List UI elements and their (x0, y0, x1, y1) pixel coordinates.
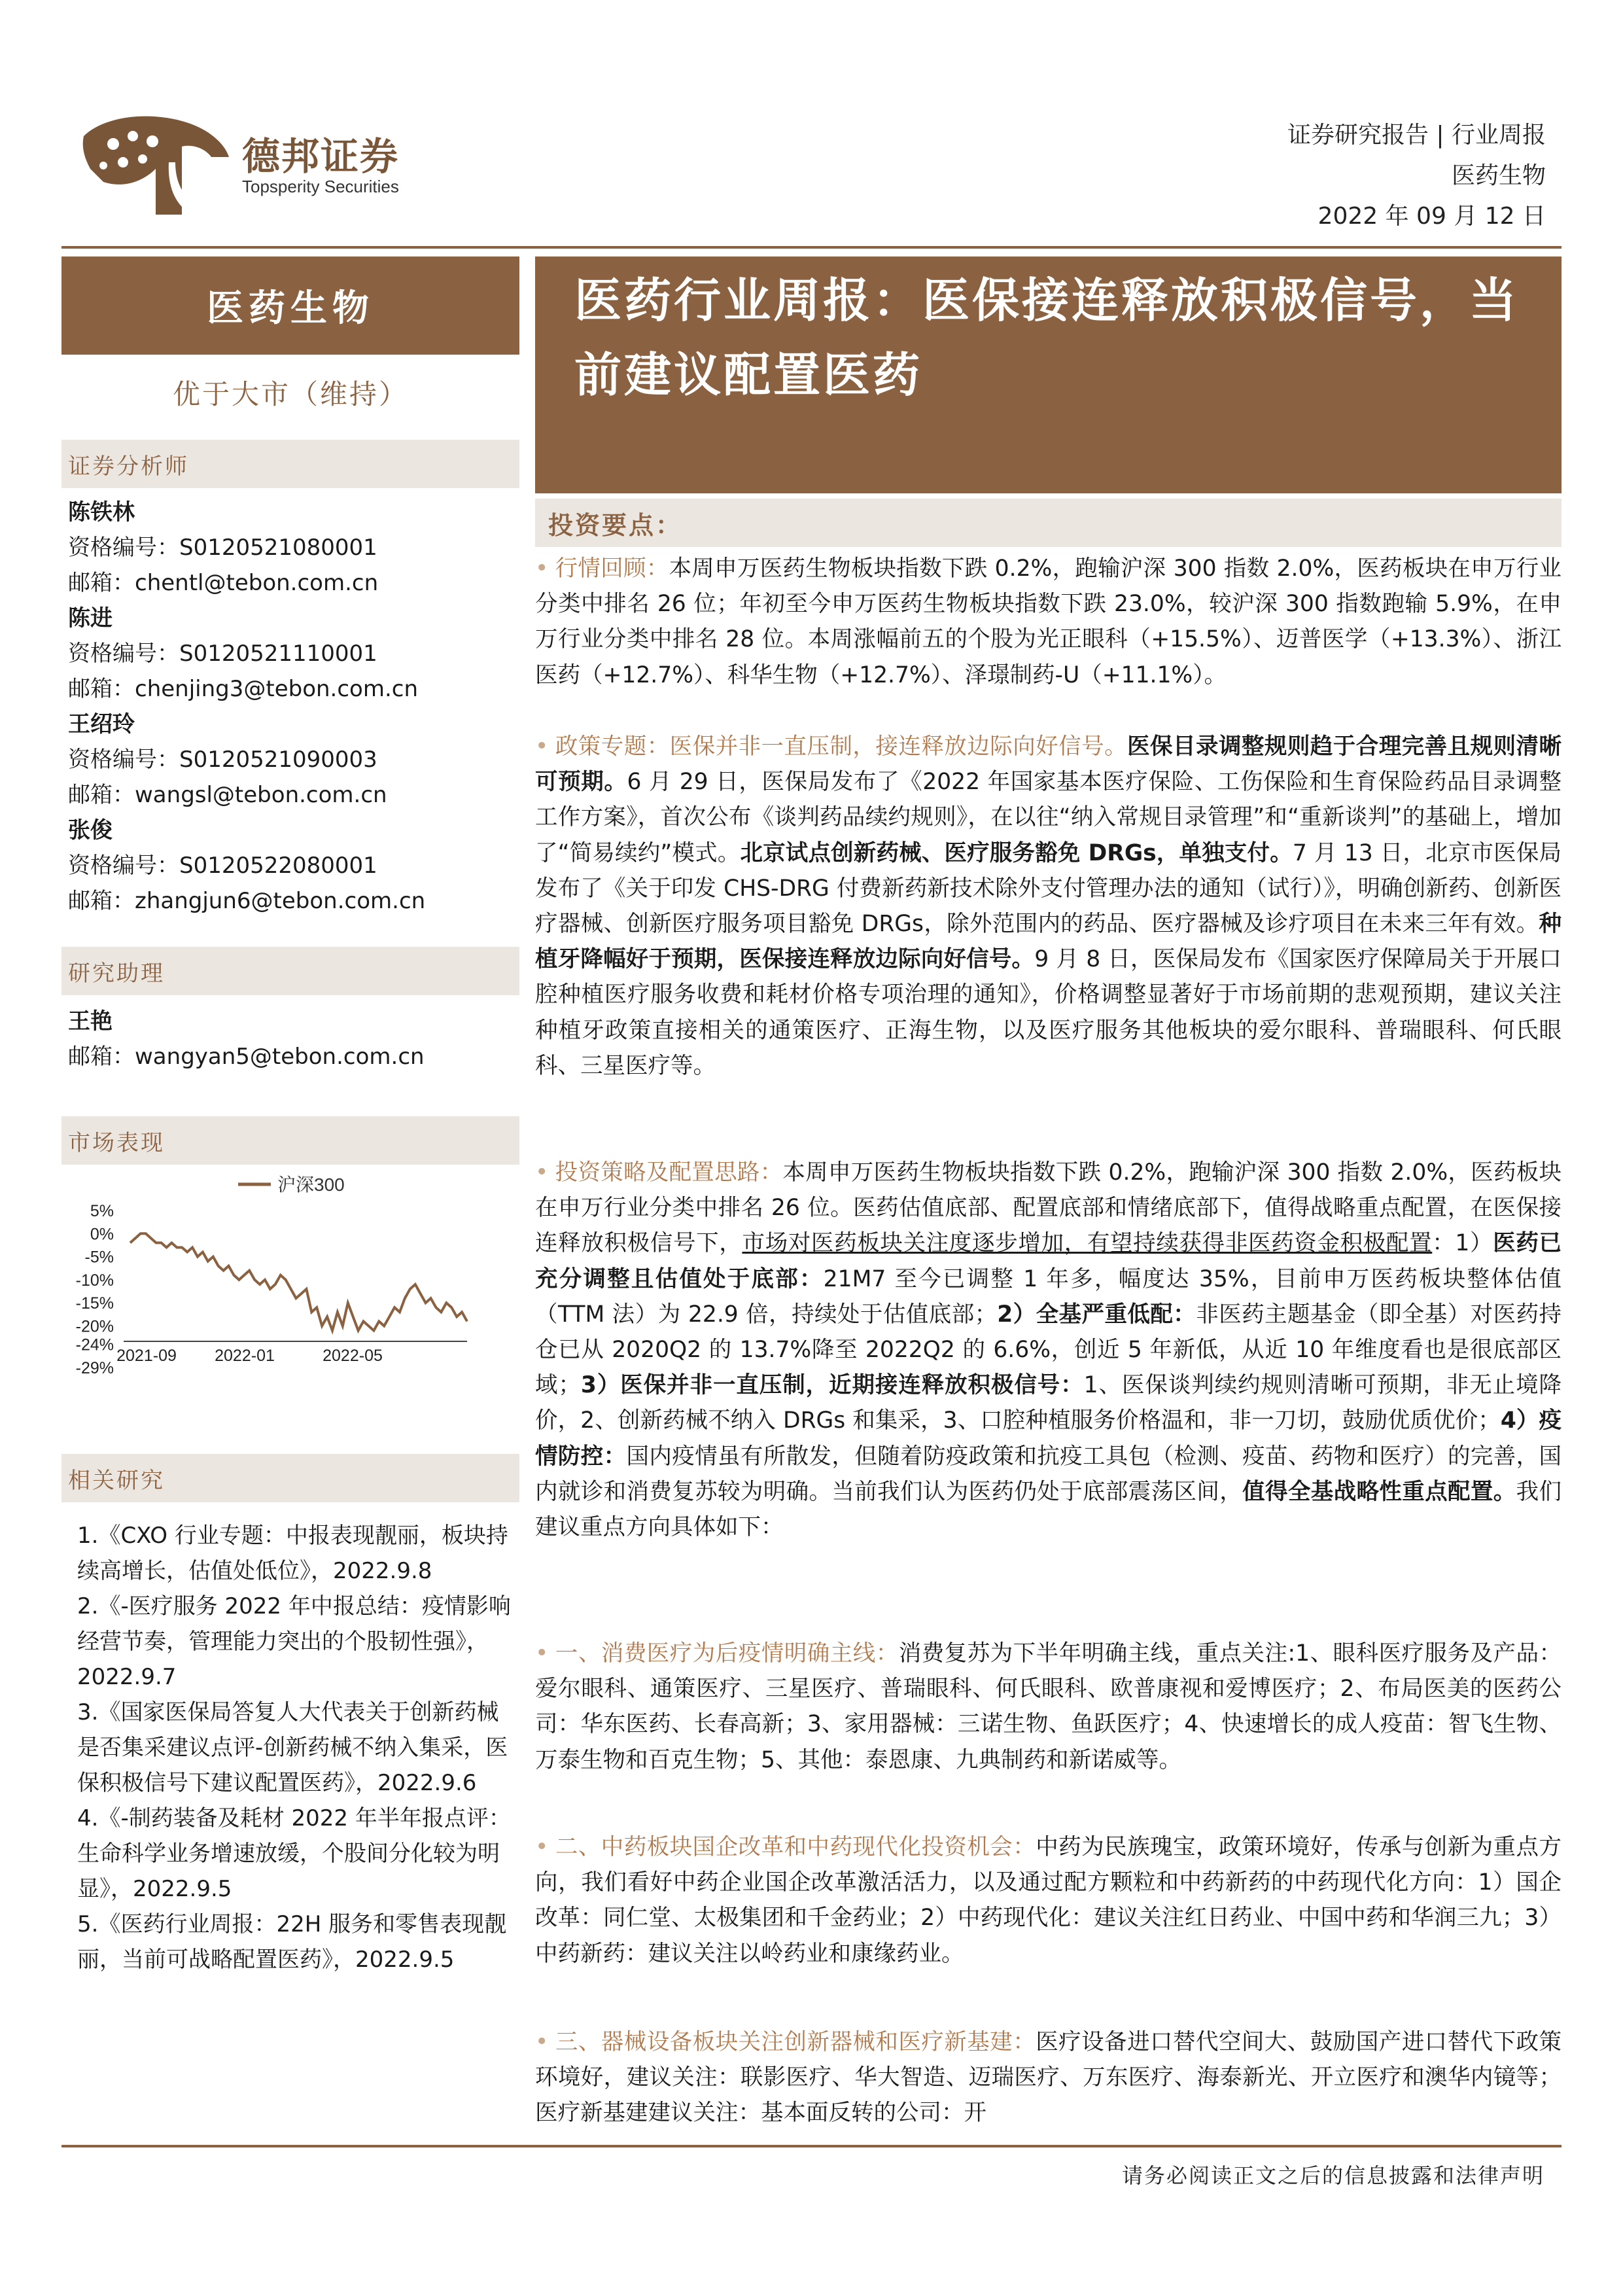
analyst-name: 张俊 (68, 817, 113, 843)
analyst-cert: 资格编号：S0120521080001 (68, 535, 377, 561)
analyst-email[interactable]: 邮箱：zhangjun6@tebon.com.cn (68, 888, 426, 914)
bullet-icon: • (535, 556, 549, 582)
related-list (77, 1518, 519, 1977)
related-item[interactable]: 3.《国家医保局答复人大代表关于创新药械是否集采建议点评-创新药械不纳入集采，医保积极信号下建议配置医药》，2022.9.6 (77, 1699, 508, 1796)
para-text: 本周申万医药生物板块指数下跌 0.2%，跑输沪深 300 指数 2.0%，医药板块在申万行业分类中排名 26 位。医药估值底部、配置底部和情绪底部下，值得战略重点配置，在医保接连释放积极信号下， (535, 1159, 1562, 1257)
brand-name-cn: 德邦证券 (242, 134, 400, 179)
analyst-name: 陈进 (68, 605, 113, 631)
related-item[interactable]: 5.《医药行业周报：22H 服务和零售表现靓丽，当前可战略配置医药》，2022.9.5 (77, 1911, 507, 1973)
para-text: 7 月 13 日，北京市医保局发布了《关于印发 CHS-DRG 付费新药新技术除外支付管理办法的通知（试行）》，明确创新药、创新医疗器械、创新医疗服务项目豁免 DRGs，除外范围内的药品、医疗器械及诊疗项目在未来三年有效。 (535, 839, 1562, 938)
para-bold: 2）全基严重低配： (997, 1301, 1196, 1328)
analyst-email[interactable]: 邮箱：chentl@tebon.com.cn (68, 570, 379, 596)
analyst-name: 陈铁林 (68, 499, 135, 525)
report-meta (1287, 115, 1546, 237)
para-text: 我们建议重点方向具体如下： (535, 1478, 1562, 1541)
y-tick-label: 0% (90, 1225, 114, 1244)
para-bold: 医保目录调整规则趋于合理完善且规则清晰可预期。 (535, 733, 1562, 796)
para-text: 消费复苏为下半年明确主线，重点关注:1、眼科医疗服务及产品：爱尔眼科、通策医疗、三星医疗、普瑞眼科、何氏眼科、欧普康视和爱博医疗；2、布局医美的医药公司：华东医药、长春高新；3、家用器械：三诺生物、鱼跃医疗；4、快速增长的成人疫苗：智飞生物、万泰生物和百克生物；5、其他：泰恩康、九典制药和新诺威等。 (535, 1640, 1562, 1773)
bullet-icon: • (535, 1834, 549, 1860)
bullet-icon: • (535, 2029, 549, 2055)
para-lead: 一、消费医疗为后疫情明确主线： (555, 1640, 899, 1667)
para-bold: 4）疫情防控： (535, 1407, 1562, 1470)
bullet-icon: • (535, 733, 549, 760)
y-tick-label: -5% (84, 1248, 114, 1267)
para-bold: 医药已充分调整且估值处于底部： (535, 1230, 1562, 1292)
x-tick-label: 2021-09 (116, 1347, 177, 1365)
y-tick-label: 5% (90, 1202, 114, 1220)
para-lead: 投资策略及配置思路： (555, 1159, 783, 1186)
para-text: 非医药主题基金（即全基）对医药持仓已从 2020Q2 的 13.7%降至 2022Q2 的 6.6%，创近 5 年新低，从近 10 年维度看也是很底部区域； (535, 1301, 1562, 1399)
report-date: 2022 年 09 月 12 日 (1318, 203, 1546, 230)
analyst-cert: 资格编号：S0120522080001 (68, 853, 377, 879)
market-heading: 市场表现 (61, 1116, 519, 1165)
leopard-logo-icon (77, 110, 234, 221)
para-text: 中药为民族瑰宝，政策环境好，传承与创新为重点方向，我们看好中药企业国企改革激活活力，以及通过配方颗粒和中药新药的中药现代化方向：1）国企改革：同仁堂、太极集团和千金药业；2）中药现代化：建议关注红日药业、中国中药和华润三九；3）中药新药：建议关注以岭药业和康缘药业。 (535, 1834, 1562, 1967)
para-text: ：1） (1432, 1230, 1493, 1257)
footer-divider (61, 2145, 1562, 2147)
related-heading: 相关研究 (61, 1454, 519, 1502)
assistant-email[interactable]: 邮箱：wangyan5@tebon.com.cn (68, 1044, 425, 1070)
y-tick-label: -24% (75, 1335, 114, 1354)
para-bold: 3）医保并非一直压制，近期接连释放积极信号： (580, 1372, 1084, 1399)
assistant-name: 王艳 (68, 1008, 113, 1034)
para-bold: 种植牙降幅好于预期，医保接连释放边际向好信号。 (535, 911, 1562, 973)
report-type: 证券研究报告 | 行业周报 (1287, 122, 1546, 149)
footer-disclaimer[interactable]: 请务必阅读正文之后的信息披露和法律声明 (1121, 2163, 1544, 2188)
key-points-heading: 投资要点： (535, 499, 1562, 547)
x-tick-label: 2022-01 (215, 1347, 275, 1365)
para-bold: 北京试点创新药械、医疗服务豁免 DRGs，单独支付。 (740, 839, 1293, 866)
paragraph-consumer-medical (535, 1636, 1562, 1778)
paragraph-policy (535, 729, 1562, 1084)
para-lead: 二、中药板块国企改革和中药现代化投资机会： (555, 1834, 1036, 1860)
market-chart (61, 1165, 519, 1400)
analyst-cert: 资格编号：S0120521110001 (68, 641, 377, 667)
para-lead: 行情回顾： (555, 556, 669, 582)
sector-label: 医药生物 (61, 256, 519, 355)
para-underline: 市场对医药板块关注度逐步增加，有望持续获得非医药资金积极配置 (742, 1230, 1433, 1257)
legend-label: 沪深300 (277, 1174, 345, 1195)
related-item[interactable]: 4.《-制药装备及耗材 2022 年半年报点评：生命科学业务增速放缓，个股间分化较为明显》，2022.9.5 (77, 1805, 511, 1902)
para-text: 9 月 8 日，医保局发布《国家医疗保障局关于开展口腔种植医疗服务收费和耗材价格专项治理的通知》，价格调整显著好于市场前期的悲观预期，建议关注种植牙政策直接相关的通策医疗、正海生物，以及医疗服务其他板块的爱尔眼科、普瑞眼科、何氏眼科、三星医疗等。 (535, 946, 1562, 1079)
analysts-heading: 证券分析师 (61, 440, 519, 488)
para-text: 1、医保谈判续约规则清晰可预期，非无止境降价，2、创新药械不纳入 DRGs 和集采，3、口腔种植服务价格温和，非一刀切，鼓励优质优价； (535, 1372, 1562, 1434)
y-tick-label: -29% (75, 1359, 114, 1377)
analyst-email[interactable]: 邮箱：wangsl@tebon.com.cn (68, 782, 387, 808)
y-axis (76, 1202, 114, 1377)
bullet-icon: • (535, 1640, 549, 1667)
paragraph-market-review (535, 551, 1562, 693)
rating: 优于大市（维持） (172, 378, 408, 410)
para-bold: 值得全基战略性重点配置。 (1242, 1478, 1516, 1505)
para-lead: 三、器械设备板块关注创新器械和医疗新基建： (555, 2029, 1036, 2055)
related-item[interactable]: 1.《CXO 行业专题：中报表现靓丽，板块持续高增长，估值处低位》，2022.9.8 (77, 1523, 508, 1584)
series-line (130, 1233, 467, 1330)
para-lead: 政策专题：医保并非一直压制，接连释放边际向好信号。 (555, 733, 1128, 760)
paragraph-strategy (535, 1155, 1562, 1545)
report-title: 医药行业周报：医保接连释放积极信号，当前建议配置医药 (535, 256, 1562, 493)
x-tick-label: 2022-05 (323, 1347, 383, 1365)
para-text: 国内疫情虽有所散发，但随着防疫政策和抗疫工具包（检测、疫苗、药物和医疗）的完善，国内就诊和消费复苏较为明确。当前我们认为医药仍处于底部震荡区间， (535, 1443, 1562, 1505)
y-tick-label: -20% (75, 1317, 114, 1336)
brand-name-en: Topsperity Securities (242, 177, 399, 196)
y-tick-label: -15% (75, 1294, 114, 1313)
related-item[interactable]: 2.《-医疗服务 2022 年中报总结：疫情影响经营节奏，管理能力突出的个股韧性强》，2022.9.7 (77, 1593, 511, 1690)
assistant-heading: 研究助理 (61, 947, 519, 995)
assistant-info (68, 1004, 425, 1074)
analyst-name: 王绍玲 (68, 711, 135, 737)
header-divider (61, 246, 1562, 249)
para-text: 医疗设备进口替代空间大、鼓励国产进口替代下政策环境好，建议关注：联影医疗、华大智造、迈瑞医疗、万东医疗、海泰新光、开立医疗和澳华内镜等；医疗新基建建议关注：基本面反转的公司：开 (535, 2029, 1562, 2127)
analysts-list (68, 495, 425, 919)
analyst-cert: 资格编号：S0120521090003 (68, 747, 377, 773)
y-tick-label: -10% (75, 1271, 114, 1290)
para-text: 6 月 29 日，医保局发布了《2022 年国家基本医疗保险、工伤保险和生育保险药品目录调整工作方案》，首次公布《谈判药品续约规则》，在以往“纳入常规目录管理”和“重新谈判”的基础上，增加了“简易续约”模式。 (535, 769, 1562, 866)
bullet-icon: • (535, 1159, 549, 1186)
para-text: 21M7 至今已调整 1 年多，幅度达 35%，目前申万医药板块整体估值（TTM 法）为 22.9 倍，持续处于估值底部； (535, 1265, 1562, 1328)
x-axis (116, 1341, 467, 1365)
report-industry: 医药生物 (1451, 162, 1546, 189)
analyst-email[interactable]: 邮箱：chenjing3@tebon.com.cn (68, 676, 419, 702)
paragraph-devices (535, 2024, 1562, 2131)
paragraph-tcm (535, 1829, 1562, 1971)
para-text: 本周申万医药生物板块指数下跌 0.2%，跑输沪深 300 指数 2.0%，医药板块在申万行业分类中排名 26 位；年初至今申万医药生物板块指数下跌 23.0%，较沪深 300 指数跑输 5.9%，在申万行业分类中排名 28 位。本周涨幅前五的个股为光正眼科（+15.5%）、迈普医学（+13.3%）、浙江医药（+12.7%）、科华生物（+12.7%）、泽璟制药-U（+11.1%）。 (535, 556, 1562, 688)
